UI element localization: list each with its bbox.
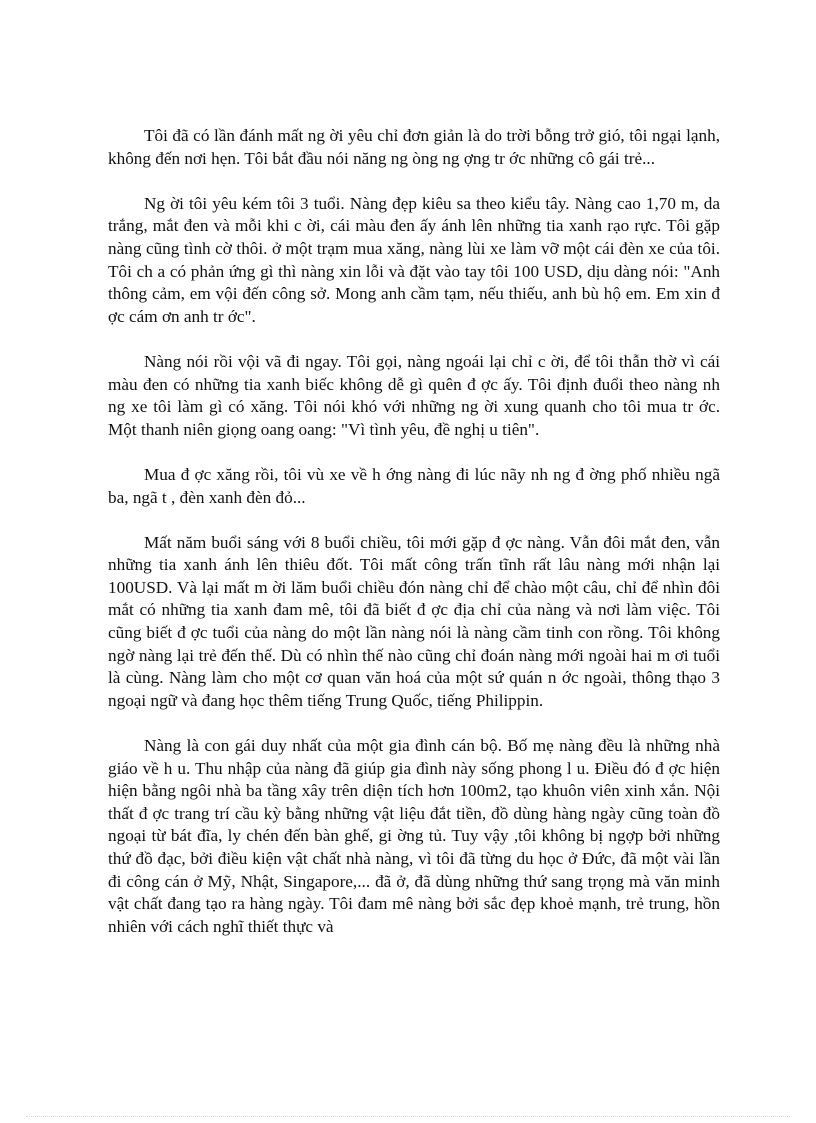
paragraph-3: Nàng nói rồi vội vã đi ngay. Tôi gọi, nàng ngoái lại chỉ c ời, để tôi thẫn thờ vì cái màu đen có những tia xanh biếc không dễ gì quên đ ợc ấy. Tôi định đuổi theo nàng nh ng xe tôi làm gì có xăng. Tôi nói khó với những ng ời xung quanh cho tôi mua tr ớc. Một thanh niên giọng oang oang: "Vì tình yêu, đề nghị u tiên". [108, 351, 720, 439]
paragraph-5: Mất năm buổi sáng với 8 buổi chiều, tôi mới gặp đ ợc nàng. Vẫn đôi mắt đen, vẫn những tia xanh ánh lên thiêu đốt. Tôi mất công trấn tĩnh rất lâu nàng mới nhận lại 100USD. Và lại mất m ời lăm buổi chiều đón nàng chỉ để chào một câu, chỉ để nhìn đôi mắt có những tia xanh đam mê, tôi đã biết đ ợc địa chỉ của nàng và nơi làm việc. Tôi cũng biết đ ợc tuổi của nàng do một lần nàng nói là nàng cầm tinh con rồng. Tôi không ngờ nàng lại trẻ đến thế. Dù có nhìn thế nào cũng chỉ đoán nàng mới ngoài hai m ơi tuổi là cùng. Nàng làm cho một cơ quan văn hoá của một sứ quán n ớc ngoài, thông thạo 3 ngoại ngữ và đang học thêm tiếng Trung Quốc, tiếng Philippin. [108, 532, 720, 710]
paragraph-6: Nàng là con gái duy nhất của một gia đình cán bộ. Bố mẹ nàng đều là những nhà giáo về h u. Thu nhập của nàng đã giúp gia đình này sống phong l u. Điều đó đ ợc hiện hiện bằng ngôi nhà ba tầng xây trên diện tích hơn 100m2, tạo khuôn viên xinh xắn. Nội thất đ ợc trang trí cầu kỳ bằng những vật liệu đắt tiền, đồ dùng hàng ngày cũng toàn đồ ngoại từ bát đĩa, ly chén đến bàn ghế, gi ờng tủ. Tuy vậy ,tôi không bị ngợp bởi những thứ đồ đạc, bởi điều kiện vật chất nhà nàng, vì tôi đã từng du học ở Đức, đã một vài lần đi công cán ở Mỹ, Nhật, Singapore,... đã ở, đã dùng những thứ sang trọng mà văn minh vật chất đang tạo ra hàng ngày. Tôi đam mê nàng bởi sắc đẹp khoẻ mạnh, trẻ trung, hồn nhiên với cách nghĩ thiết thực và [108, 736, 720, 936]
paragraph-1: Tôi đã có lần đánh mất ng ời yêu chỉ đơn giản là do trời bỗng trở gió, tôi ngại lạnh, không đến nơi hẹn. Tôi bắt đầu nói năng ng òng ng ợng tr ớc những cô gái trẻ... [108, 126, 720, 168]
story-text [108, 125, 720, 938]
paragraph-2: Ng ời tôi yêu kém tôi 3 tuổi. Nàng đẹp kiêu sa theo kiểu tây. Nàng cao 1,70 m, da trắng, mắt đen và mỗi khi c ời, cái màu đen ấy ánh lên những tia xanh rạo rực. Tôi gặp nàng cũng tình cờ thôi. ở một trạm mua xăng, nàng lùi xe làm vỡ một cái đèn xe của tôi. Tôi ch a có phản ứng gì thì nàng xin lỗi và đặt vào tay tôi 100 USD, dịu dàng nói: "Anh thông cảm, em vội đến công sở. Mong anh cầm tạm, nếu thiếu, anh bù hộ em. Em xin đ ợc cám ơn anh tr ớc". [108, 193, 720, 326]
page-bottom-divider [26, 1116, 790, 1117]
paragraph-4: Mua đ ợc xăng rồi, tôi vù xe về h ớng nàng đi lúc nãy nh ng đ ờng phố nhiều ngã ba, ngã t , đèn xanh đèn đỏ... [108, 464, 720, 507]
